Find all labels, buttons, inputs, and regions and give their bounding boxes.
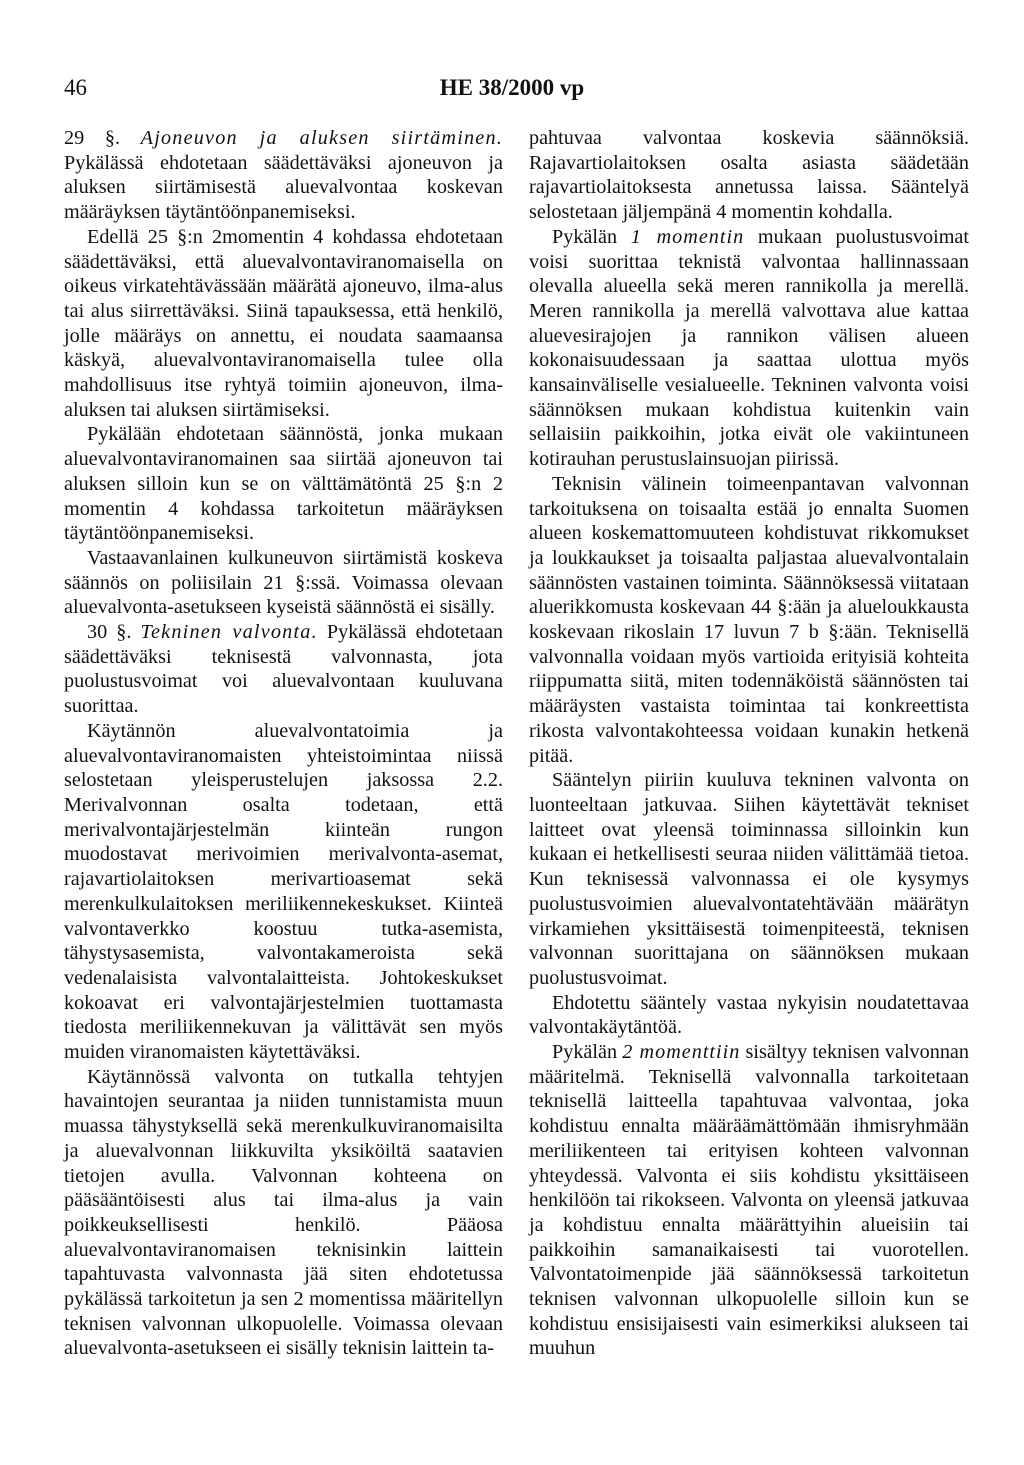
text-run: Pykälän: [552, 1041, 623, 1064]
page-number: 46: [64, 75, 87, 100]
text-run: sisältyy teknisen valvonnan määritelmä. Teknisellä valvonnalla tarkoitetaan teknisellä laitteella tapahtuvaa valvontaa, joka kohdistuu ennalta määräämättömään ihmisryhmään meriliikenteen tai erityisen kohteen valvonnan yhteydessä. Valvonta ei siis kohdistu yksittäiseen henkilöön tai rikokseen. Valvonta on yleensä jatkuvaa ja kohdistuu ennalta määrättyihin alueisiin tai paikkoihin samanaikaisesti tai vuorotellen. Valvontatoimenpide jää säännöksessä tarkoitetun teknisen valvonnan ulkopuolelle silloin kun se kohdistuu ensisijaisesti vain esimerkiksi alukseen tai muuhun: [529, 1041, 969, 1360]
section-29-title: Ajoneuvon ja aluksen siirtäminen.: [140, 127, 503, 149]
text-run: Pykälän: [552, 225, 631, 248]
paragraph: Sääntelyn piiriin kuuluva tekninen valvonta on luonteeltaan jatkuvaa. Siihen käytettävät tekniset laitteet ovat yleensä toiminnassa silloinkin kun kukaan ei hetkellisesti seuraa niiden välittämää tietoa. Kun teknisessä valvonnassa ei ole kysymys puolustusvoimien aluevalvontatehtävään määrätyn virkamiehen yksittäisestä toimenpiteestä, teknisen valvonnan suorittajana on säännöksen mukaan puolustusvoimat.: [529, 769, 969, 989]
paragraph: [529, 225, 969, 472]
emphasis-moment-2: 2 momenttiin: [622, 1041, 741, 1064]
paragraph: Käytännön aluevalvontatoimia ja aluevalvontaviranomaisten yhteistoimintaa niissä selostetaan yleisperustelujen jaksossa 2.2. Merivalvonnan osalta todetaan, että merivalvontajärjestelmän kiinteän rungon muodostavat merivoimien merivalvonta-asemat, rajavartiolaitoksen merivartioasemat sekä merenkulkulaitoksen meriliikennekeskukset. Kiinteä valvontaverkko koostuu tutka-asemista, tähystysasemista, valvontakameroista sekä vedenalaisista valvontalaitteista. Johtokeskukset kokoavat eri valvontajärjestelmien tuottamasta tiedosta meriliikennekuvan ja välittävät sen myös muiden viranomaisten käytettäväksi.: [64, 719, 503, 1064]
section-29-intro: Pykälässä ehdotetaan säädettäväksi ajoneuvon ja aluksen siirtämisestä aluevalvontaa koskevan määräyksen täytäntöönpanemiseksi.: [64, 151, 503, 224]
paragraph: [529, 1040, 969, 1361]
left-column: [64, 126, 503, 1361]
text-run: mukaan puolustusvoimat voisi suorittaa teknistä valvontaa hallinnassaan olevalla alueella sekä meren rannikolla ja merellä. Meren rannikolla ja merellä valvottava alue kattaa aluevesirajojen ja rannikon välisen alueen kokonaisuudessaan ja saattaa ulottua myös kansainväliselle vesialueelle. Tekninen valvonta voisi säännöksen mukaan kohdistua kuitenkin vain sellaisiin paikkoihin, jotka eivät ole vakiintuneen kotirauhan perustuslainsuojan piirissä.: [529, 225, 970, 471]
section-30-intro: Pykälässä ehdotetaan säädettäväksi teknisestä valvonnasta, jota puolustusvoimat voi aluevalvontaan kuuluvana suorittaa.: [64, 621, 503, 718]
section-30-label: 30 §.: [87, 621, 132, 644]
section-30-title: Tekninen valvonta.: [140, 621, 318, 644]
section-30-heading: [64, 620, 503, 719]
right-column: [529, 126, 969, 1361]
paragraph: Käytännössä valvonta on tutkalla tehtyjen havaintojen seurantaa ja niiden tunnistamista muun muassa tähystyksellä sekä merenkulkuviranomaisilta ja aluevalvonnan liikkuvilta yksiköiltä saatavien tietojen avulla. Valvonnan kohteena on pääsääntöisesti alus tai ilma-alus ja vain poikkeuksellisesti henkilö. Pääosa aluevalvontaviranomaisen teknisinkin laittein tapahtuvasta valvonnasta jää siten ehdotetussa pykälässä tarkoitetun ja sen 2 momentissa määritellyn teknisen valvonnan ulkopuolelle. Voimassa olevaan aluevalvonta-asetukseen ei sisälly teknisin laittein ta-: [64, 1065, 503, 1360]
paragraph: Pykälään ehdotetaan säännöstä, jonka mukaan aluevalvontaviranomainen saa siirtää ajoneuvon tai aluksen silloin kun se on välttämätöntä 25 §:n 2 momentin 4 kohdassa tarkoitetun määräyksen täytäntöönpanemiseksi.: [64, 423, 503, 545]
paragraph: Vastaavanlainen kulkuneuvon siirtämistä koskeva säännös on poliisilain 21 §:ssä. Voimassa olevaan aluevalvonta-asetukseen kyseistä säännöstä ei sisälly.: [64, 546, 503, 619]
emphasis-moment-1: 1 momentin: [630, 225, 745, 248]
section-29-label: 29 §.: [64, 127, 120, 149]
paragraph: Teknisin välinein toimeenpantavan valvonnan tarkoituksena on toisaalta estää jo ennalta Suomen alueen koskemattomuuteen kohdistuvat rikkomukset ja loukkaukset ja toisaalta paljastaa aluevalvontalain säännösten vastainen toiminta. Säännöksessä viitataan aluerikkomusta koskevaan 44 §:ään ja alueloukkausta koskevaan rikoslain 17 luvun 7 b §:ään. Teknisellä valvonnalla voidaan myös vartioida erityisiä kohteita riippumatta siitä, miten todennäköistä säännösten tai määräysten vastaista toimintaa tai konkreettista rikosta valvontakohteessa voidaan kunakin hetkenä pitää.: [529, 472, 969, 767]
section-29-heading: [64, 126, 503, 225]
running-title: HE 38/2000 vp: [439, 75, 585, 100]
paragraph-continued: pahtuvaa valvontaa koskevia säännöksiä. Rajavartiolaitoksen osalta asiasta säädetään rajavartiolaitoksesta annetussa laissa. Sääntelyä selostetaan jäljempänä 4 momentin kohdalla.: [529, 127, 969, 224]
paragraph: Ehdotettu sääntely vastaa nykyisin noudatettavaa valvontakäytäntöä.: [529, 991, 969, 1039]
paragraph: Edellä 25 §:n 2momentin 4 kohdassa ehdotetaan säädettäväksi, että aluevalvontaviranomaisella on oikeus virkatehtävässään määrätä ajoneuvo, ilma-alus tai alus siirrettäväksi. Siinä tapauksessa, että henkilö, jolle määräys on annettu, ei noudata saamaansa käskyä, aluevalvontaviranomaisella tulee olla mahdollisuus itse ryhtyä toimiin ajoneuvon, ilma-aluksen tai aluksen siirtämiseksi.: [64, 225, 503, 421]
